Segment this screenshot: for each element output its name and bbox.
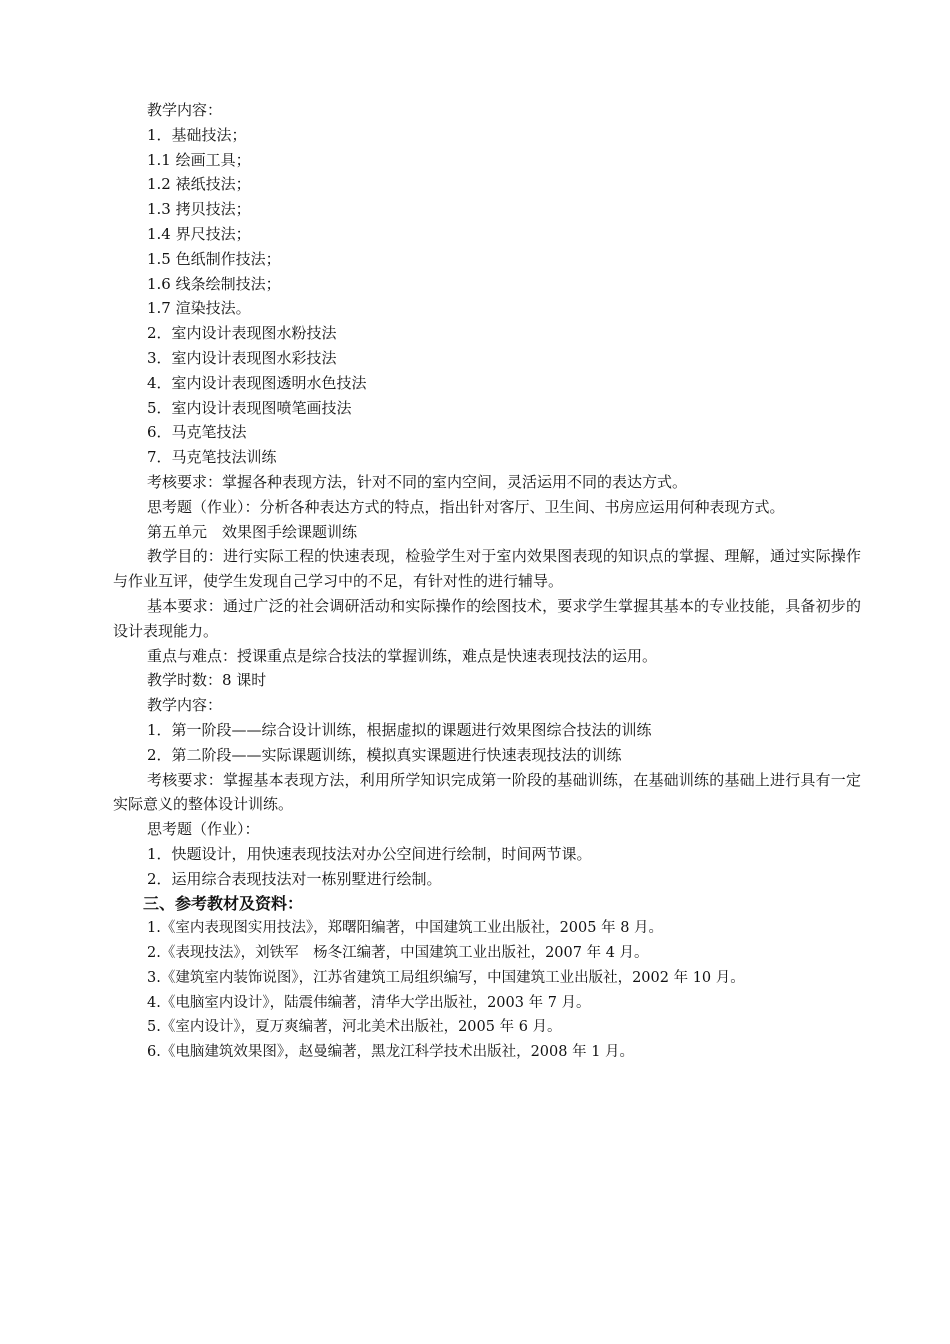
document-page [113,98,863,1065]
reference-item: 3.《建筑室内装饰说图》，江苏省建筑工局组织编写，中国建筑工业出版社，2002 年 10 月。 [147,969,745,986]
text-line: 1.5 色纸制作技法； [147,249,281,268]
reference-item: 2.《表现技法》，刘铁军 杨冬江编著，中国建筑工业出版社，2007 年 4 月。 [147,945,649,962]
text-line: 教学内容： [147,101,223,119]
text-line: 1.4 界尺技法； [147,224,251,243]
text-line: 1．快题设计，用快速表现技法对办公空间进行绘制，时间两节课。 [147,844,592,863]
text-line: 3．室内设计表现图水彩技法 [147,348,337,367]
paragraph-assess: 考核要求：掌握基本表现方法，利用所学知识完成第一阶段的基础训练，在基础训练的基础上进行具有一定实际意义的整体设计训练。 [113,770,861,814]
text-line: 6．马克笔技法 [147,423,247,442]
text-line: 7．马克笔技法训练 [147,448,277,467]
text-line: 1.6 线条绘制技法； [147,274,281,293]
text-line: 思考题（作业）： [147,820,260,839]
text-line: 教学内容： [147,696,223,715]
text-line: 1．第一阶段——综合设计训练，根据虚拟的课题进行效果图综合技法的训练 [147,720,652,739]
text-line: 4．室内设计表现图透明水色技法 [147,373,367,392]
reference-item: 1.《室内表现图实用技法》，郑曙阳编著，中国建筑工业出版社，2005 年 8 月。 [147,920,664,937]
text-line: 教学时数：8 课时 [147,671,267,690]
text-line: 2．室内设计表现图水粉技法 [147,324,337,343]
text-line: 考核要求：掌握各种表现方法，针对不同的室内空间，灵活运用不同的表达方式。 [147,472,688,491]
reference-item: 5.《室内设计》，夏万爽编著，河北美术出版社，2005 年 6 月。 [147,1019,562,1036]
text-line: 2．第二阶段——实际课题训练，模拟真实课题进行快速表现技法的训练 [147,745,622,764]
paragraph-goal: 教学目的：进行实际工程的快速表现，检验学生对于室内效果图表现的知识点的掌握、理解，通过实际操作与作业互评，使学生发现自己学习中的不足，有针对性的进行辅导。 [113,547,861,591]
text-line: 1.1 绘画工具； [147,150,251,169]
text-line: 1．基础技法； [147,125,247,144]
unit-title: 第五单元 效果图手绘课题训练 [147,522,358,541]
text-line: 1.2 裱纸技法； [147,175,251,194]
text-line: 重点与难点：授课重点是综合技法的掌握训练，难点是快速表现技法的运用。 [147,646,658,665]
reference-item: 4.《电脑室内设计》，陆震伟编著，清华大学出版社，2003 年 7 月。 [147,994,591,1011]
section-heading: 三、参考教材及资料： [143,893,304,913]
text-line: 1.7 渲染技法。 [147,299,251,318]
paragraph-basic: 基本要求：通过广泛的社会调研活动和实际操作的绘图技术，要求学生掌握其基本的专业技能，具备初步的设计表现能力。 [113,596,861,640]
text-line: 1.3 拷贝技法； [147,200,251,219]
text-line: 思考题（作业）：分析各种表达方式的特点，指出针对客厅、卫生间、书房应运用何种表现方式。 [147,497,785,516]
text-line: 5．室内设计表现图喷笔画技法 [147,398,352,417]
reference-item: 6.《电脑建筑效果图》，赵曼编著，黑龙江科学技术出版社，2008 年 1 月。 [147,1044,635,1061]
text-line: 2．运用综合表现技法对一栋别墅进行绘制。 [147,869,442,888]
